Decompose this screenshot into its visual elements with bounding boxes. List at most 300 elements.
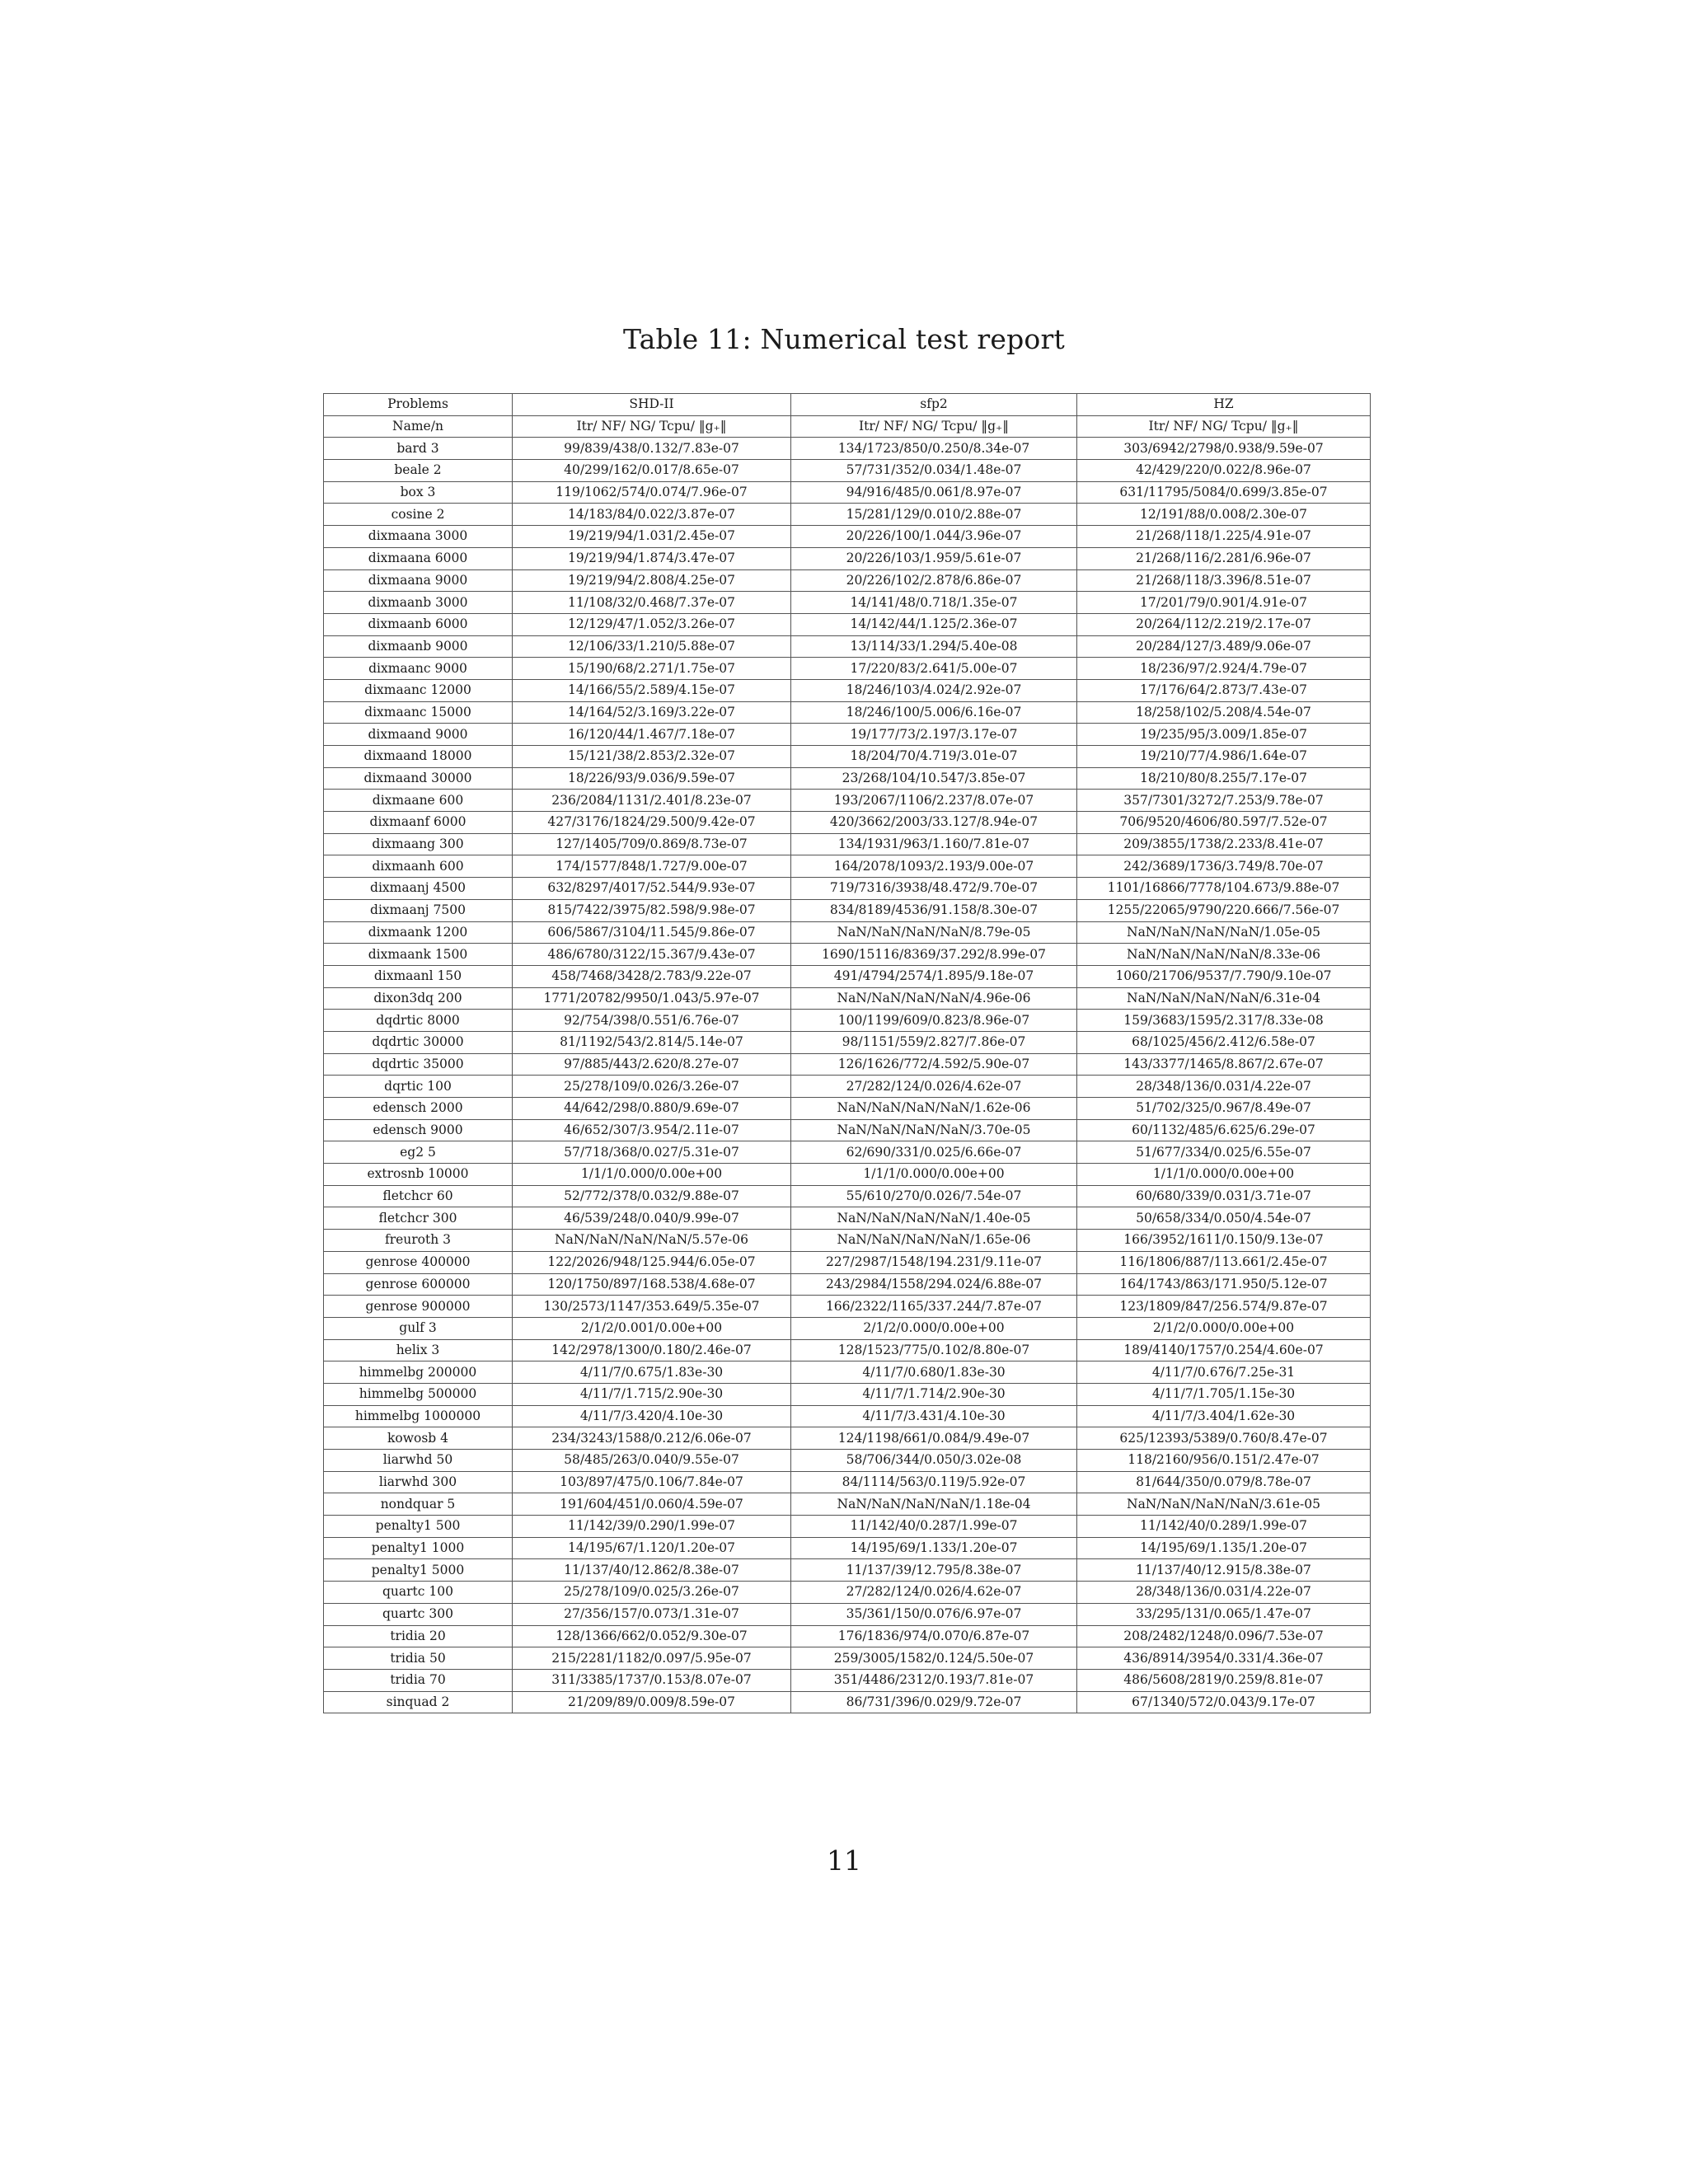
hz-cell: 81/644/350/0.079/8.78e-07 <box>1077 1471 1371 1493</box>
problem-cell: penalty1 500 <box>324 1516 513 1538</box>
table-row <box>324 1251 1371 1273</box>
shd-ii-cell: 21/209/89/0.009/8.59e-07 <box>513 1691 791 1713</box>
hz-cell: 19/235/95/3.009/1.85e-07 <box>1077 724 1371 746</box>
table-row <box>324 1582 1371 1604</box>
hz-cell: 20/264/112/2.219/2.17e-07 <box>1077 613 1371 635</box>
table-row <box>324 1647 1371 1670</box>
sfp2-cell: 1690/15116/8369/37.292/8.99e-07 <box>791 944 1077 966</box>
problem-cell: penalty1 1000 <box>324 1537 513 1559</box>
problem-cell: himmelbg 200000 <box>324 1361 513 1384</box>
table-row <box>324 987 1371 1010</box>
sfp2-cell: NaN/NaN/NaN/NaN/3.70e-05 <box>791 1119 1077 1141</box>
shd-ii-cell: 127/1405/709/0.869/8.73e-07 <box>513 833 791 855</box>
shd-ii-cell: 11/137/40/12.862/8.38e-07 <box>513 1559 791 1582</box>
problem-cell: tridia 50 <box>324 1647 513 1670</box>
sfp2-cell: 166/2322/1165/337.244/7.87e-07 <box>791 1296 1077 1318</box>
hz-cell: 17/176/64/2.873/7.43e-07 <box>1077 679 1371 701</box>
problem-cell: liarwhd 50 <box>324 1450 513 1472</box>
header-cell-metrics-shd-ii: Itr/ NF/ NG/ Tcpu/ ‖g₊‖ <box>513 415 791 438</box>
problem-cell: sinquad 2 <box>324 1691 513 1713</box>
problem-cell: freuroth 3 <box>324 1230 513 1252</box>
problem-cell: dixmaana 3000 <box>324 526 513 548</box>
hz-cell: 164/1743/863/171.950/5.12e-07 <box>1077 1273 1371 1296</box>
shd-ii-cell: 4/11/7/1.715/2.90e-30 <box>513 1383 791 1405</box>
results-table-body <box>324 394 1371 1713</box>
shd-ii-cell: 97/885/443/2.620/8.27e-07 <box>513 1053 791 1076</box>
hz-cell: 18/236/97/2.924/4.79e-07 <box>1077 658 1371 680</box>
hz-cell: 51/702/325/0.967/8.49e-07 <box>1077 1098 1371 1120</box>
problem-cell: kowosb 4 <box>324 1427 513 1450</box>
hz-cell: 60/680/339/0.031/3.71e-07 <box>1077 1185 1371 1207</box>
hz-cell: 4/11/7/1.705/1.15e-30 <box>1077 1383 1371 1405</box>
table-row <box>324 965 1371 987</box>
table-row <box>324 746 1371 768</box>
problem-cell: tridia 70 <box>324 1669 513 1691</box>
problem-cell: dixmaane 600 <box>324 790 513 812</box>
table-row <box>324 1317 1371 1339</box>
problem-cell: gulf 3 <box>324 1317 513 1339</box>
hz-cell: 118/2160/956/0.151/2.47e-07 <box>1077 1450 1371 1472</box>
table-row <box>324 1119 1371 1141</box>
sfp2-cell: 11/137/39/12.795/8.38e-07 <box>791 1559 1077 1582</box>
table-row <box>324 724 1371 746</box>
table-row <box>324 481 1371 504</box>
shd-ii-cell: 174/1577/848/1.727/9.00e-07 <box>513 855 791 878</box>
problem-cell: himmelbg 500000 <box>324 1383 513 1405</box>
hz-cell: 21/268/118/1.225/4.91e-07 <box>1077 526 1371 548</box>
problem-cell: edensch 9000 <box>324 1119 513 1141</box>
sfp2-cell: 1/1/1/0.000/0.00e+00 <box>791 1164 1077 1186</box>
sfp2-cell: NaN/NaN/NaN/NaN/8.79e-05 <box>791 921 1077 944</box>
table-row <box>324 1230 1371 1252</box>
hz-cell: 242/3689/1736/3.749/8.70e-07 <box>1077 855 1371 878</box>
problem-cell: dixmaanl 150 <box>324 965 513 987</box>
shd-ii-cell: 1/1/1/0.000/0.00e+00 <box>513 1164 791 1186</box>
hz-cell: 2/1/2/0.000/0.00e+00 <box>1077 1317 1371 1339</box>
table-row <box>324 1207 1371 1230</box>
shd-ii-cell: 11/108/32/0.468/7.37e-07 <box>513 592 791 614</box>
hz-cell: 208/2482/1248/0.096/7.53e-07 <box>1077 1625 1371 1647</box>
hz-cell: 486/5608/2819/0.259/8.81e-07 <box>1077 1669 1371 1691</box>
hz-cell: 209/3855/1738/2.233/8.41e-07 <box>1077 833 1371 855</box>
table-row <box>324 767 1371 790</box>
hz-cell: 67/1340/572/0.043/9.17e-07 <box>1077 1691 1371 1713</box>
shd-ii-cell: 57/718/368/0.027/5.31e-07 <box>513 1141 791 1164</box>
hz-cell: 1/1/1/0.000/0.00e+00 <box>1077 1164 1371 1186</box>
table-row <box>324 899 1371 921</box>
sfp2-cell: 35/361/150/0.076/6.97e-07 <box>791 1603 1077 1625</box>
sfp2-cell: 84/1114/563/0.119/5.92e-07 <box>791 1471 1077 1493</box>
sfp2-cell: 128/1523/775/0.102/8.80e-07 <box>791 1339 1077 1361</box>
table-row <box>324 1339 1371 1361</box>
sfp2-cell: 15/281/129/0.010/2.88e-07 <box>791 504 1077 526</box>
shd-ii-cell: 11/142/39/0.290/1.99e-07 <box>513 1516 791 1538</box>
shd-ii-cell: 18/226/93/9.036/9.59e-07 <box>513 767 791 790</box>
hz-cell: NaN/NaN/NaN/NaN/8.33e-06 <box>1077 944 1371 966</box>
hz-cell: 159/3683/1595/2.317/8.33e-08 <box>1077 1010 1371 1032</box>
shd-ii-cell: 19/219/94/1.874/3.47e-07 <box>513 547 791 569</box>
header-cell-metrics-hz: Itr/ NF/ NG/ Tcpu/ ‖g₊‖ <box>1077 415 1371 438</box>
problem-cell: quartc 100 <box>324 1582 513 1604</box>
shd-ii-cell: 120/1750/897/168.538/4.68e-07 <box>513 1273 791 1296</box>
problem-cell: extrosnb 10000 <box>324 1164 513 1186</box>
hz-cell: 1101/16866/7778/104.673/9.88e-07 <box>1077 878 1371 900</box>
shd-ii-cell: 103/897/475/0.106/7.84e-07 <box>513 1471 791 1493</box>
header-cell-sfp2: sfp2 <box>791 394 1077 416</box>
sfp2-cell: NaN/NaN/NaN/NaN/1.65e-06 <box>791 1230 1077 1252</box>
hz-cell: 33/295/131/0.065/1.47e-07 <box>1077 1603 1371 1625</box>
problem-cell: penalty1 5000 <box>324 1559 513 1582</box>
sfp2-cell: 23/268/104/10.547/3.85e-07 <box>791 767 1077 790</box>
problem-cell: nondquar 5 <box>324 1493 513 1516</box>
problem-cell: dixmaank 1500 <box>324 944 513 966</box>
shd-ii-cell: 25/278/109/0.026/3.26e-07 <box>513 1076 791 1098</box>
table-row <box>324 1450 1371 1472</box>
shd-ii-cell: 142/2978/1300/0.180/2.46e-07 <box>513 1339 791 1361</box>
sfp2-cell: NaN/NaN/NaN/NaN/4.96e-06 <box>791 987 1077 1010</box>
sfp2-cell: 62/690/331/0.025/6.66e-07 <box>791 1141 1077 1164</box>
table-row <box>324 944 1371 966</box>
problem-cell: dqdrtic 30000 <box>324 1031 513 1053</box>
table-row <box>324 1361 1371 1384</box>
problem-cell: quartc 300 <box>324 1603 513 1625</box>
hz-cell: 706/9520/4606/80.597/7.52e-07 <box>1077 812 1371 834</box>
problem-cell: dixmaanb 6000 <box>324 613 513 635</box>
sfp2-cell: 126/1626/772/4.592/5.90e-07 <box>791 1053 1077 1076</box>
sfp2-cell: 4/11/7/3.431/4.10e-30 <box>791 1405 1077 1427</box>
sfp2-cell: 19/177/73/2.197/3.17e-07 <box>791 724 1077 746</box>
problem-cell: cosine 2 <box>324 504 513 526</box>
sfp2-cell: 94/916/485/0.061/8.97e-07 <box>791 481 1077 504</box>
page-number: 11 <box>827 1844 861 1877</box>
table-row <box>324 1625 1371 1647</box>
header-cell-name-n: Name/n <box>324 415 513 438</box>
shd-ii-cell: 2/1/2/0.001/0.00e+00 <box>513 1317 791 1339</box>
shd-ii-cell: 191/604/451/0.060/4.59e-07 <box>513 1493 791 1516</box>
table-caption: Table 11: Numerical test report <box>623 323 1065 355</box>
shd-ii-cell: 606/5867/3104/11.545/9.86e-07 <box>513 921 791 944</box>
table-row <box>324 1031 1371 1053</box>
sfp2-cell: 14/142/44/1.125/2.36e-07 <box>791 613 1077 635</box>
problem-cell: genrose 900000 <box>324 1296 513 1318</box>
problem-cell: dixmaanf 6000 <box>324 812 513 834</box>
problem-cell: dixmaanc 15000 <box>324 701 513 724</box>
hz-cell: 20/284/127/3.489/9.06e-07 <box>1077 635 1371 658</box>
table-row <box>324 569 1371 592</box>
table-row <box>324 790 1371 812</box>
table-row <box>324 526 1371 548</box>
sfp2-cell: 20/226/103/1.959/5.61e-07 <box>791 547 1077 569</box>
hz-cell: 42/429/220/0.022/8.96e-07 <box>1077 460 1371 482</box>
table-row <box>324 921 1371 944</box>
header-cell-shd-ii: SHD-II <box>513 394 791 416</box>
shd-ii-cell: 311/3385/1737/0.153/8.07e-07 <box>513 1669 791 1691</box>
shd-ii-cell: 46/539/248/0.040/9.99e-07 <box>513 1207 791 1230</box>
table-row <box>324 547 1371 569</box>
sfp2-cell: 2/1/2/0.000/0.00e+00 <box>791 1317 1077 1339</box>
sfp2-cell: 11/142/40/0.287/1.99e-07 <box>791 1516 1077 1538</box>
sfp2-cell: 134/1723/850/0.250/8.34e-07 <box>791 438 1077 460</box>
shd-ii-cell: 27/356/157/0.073/1.31e-07 <box>513 1603 791 1625</box>
shd-ii-cell: 815/7422/3975/82.598/9.98e-07 <box>513 899 791 921</box>
table-row <box>324 855 1371 878</box>
shd-ii-cell: 4/11/7/3.420/4.10e-30 <box>513 1405 791 1427</box>
hz-cell: 631/11795/5084/0.699/3.85e-07 <box>1077 481 1371 504</box>
hz-cell: 11/137/40/12.915/8.38e-07 <box>1077 1559 1371 1582</box>
shd-ii-cell: 99/839/438/0.132/7.83e-07 <box>513 438 791 460</box>
shd-ii-cell: 12/106/33/1.210/5.88e-07 <box>513 635 791 658</box>
sfp2-cell: 18/246/100/5.006/6.16e-07 <box>791 701 1077 724</box>
shd-ii-cell: 1771/20782/9950/1.043/5.97e-07 <box>513 987 791 1010</box>
table-row <box>324 1185 1371 1207</box>
sfp2-cell: 13/114/33/1.294/5.40e-08 <box>791 635 1077 658</box>
hz-cell: 18/210/80/8.255/7.17e-07 <box>1077 767 1371 790</box>
problem-cell: box 3 <box>324 481 513 504</box>
sfp2-cell: 18/246/103/4.024/2.92e-07 <box>791 679 1077 701</box>
shd-ii-cell: 58/485/263/0.040/9.55e-07 <box>513 1450 791 1472</box>
sfp2-cell: 27/282/124/0.026/4.62e-07 <box>791 1076 1077 1098</box>
table-row <box>324 1559 1371 1582</box>
table-row <box>324 701 1371 724</box>
problem-cell: beale 2 <box>324 460 513 482</box>
table-row <box>324 460 1371 482</box>
table-row <box>324 679 1371 701</box>
sfp2-cell: 4/11/7/0.680/1.83e-30 <box>791 1361 1077 1384</box>
shd-ii-cell: 236/2084/1131/2.401/8.23e-07 <box>513 790 791 812</box>
shd-ii-cell: NaN/NaN/NaN/NaN/5.57e-06 <box>513 1230 791 1252</box>
hz-cell: 21/268/118/3.396/8.51e-07 <box>1077 569 1371 592</box>
shd-ii-cell: 632/8297/4017/52.544/9.93e-07 <box>513 878 791 900</box>
table-row <box>324 658 1371 680</box>
sfp2-cell: 57/731/352/0.034/1.48e-07 <box>791 460 1077 482</box>
shd-ii-cell: 458/7468/3428/2.783/9.22e-07 <box>513 965 791 987</box>
header-cell-problems: Problems <box>324 394 513 416</box>
hz-cell: 11/142/40/0.289/1.99e-07 <box>1077 1516 1371 1538</box>
hz-cell: 4/11/7/3.404/1.62e-30 <box>1077 1405 1371 1427</box>
sfp2-cell: 20/226/102/2.878/6.86e-07 <box>791 569 1077 592</box>
table-row <box>324 1296 1371 1318</box>
table-row <box>324 1164 1371 1186</box>
problem-cell: fletchcr 60 <box>324 1185 513 1207</box>
problem-cell: eg2 5 <box>324 1141 513 1164</box>
problem-cell: edensch 2000 <box>324 1098 513 1120</box>
shd-ii-cell: 12/129/47/1.052/3.26e-07 <box>513 613 791 635</box>
table-row <box>324 438 1371 460</box>
hz-cell: 189/4140/1757/0.254/4.60e-07 <box>1077 1339 1371 1361</box>
hz-cell: 1255/22065/9790/220.666/7.56e-07 <box>1077 899 1371 921</box>
table-row <box>324 1471 1371 1493</box>
table-row <box>324 635 1371 658</box>
table-row <box>324 1273 1371 1296</box>
shd-ii-cell: 234/3243/1588/0.212/6.06e-07 <box>513 1427 791 1450</box>
sfp2-cell: 491/4794/2574/1.895/9.18e-07 <box>791 965 1077 987</box>
table-row <box>324 592 1371 614</box>
results-table-container <box>323 393 1370 1713</box>
hz-cell: 166/3952/1611/0.150/9.13e-07 <box>1077 1230 1371 1252</box>
hz-cell: 68/1025/456/2.412/6.58e-07 <box>1077 1031 1371 1053</box>
sfp2-cell: 58/706/344/0.050/3.02e-08 <box>791 1450 1077 1472</box>
shd-ii-cell: 16/120/44/1.467/7.18e-07 <box>513 724 791 746</box>
table-row <box>324 1098 1371 1120</box>
sfp2-cell: NaN/NaN/NaN/NaN/1.40e-05 <box>791 1207 1077 1230</box>
hz-cell: 28/348/136/0.031/4.22e-07 <box>1077 1582 1371 1604</box>
hz-cell: 50/658/334/0.050/4.54e-07 <box>1077 1207 1371 1230</box>
hz-cell: NaN/NaN/NaN/NaN/3.61e-05 <box>1077 1493 1371 1516</box>
header-cell-metrics-sfp2: Itr/ NF/ NG/ Tcpu/ ‖g₊‖ <box>791 415 1077 438</box>
problem-cell: dixmaand 9000 <box>324 724 513 746</box>
shd-ii-cell: 215/2281/1182/0.097/5.95e-07 <box>513 1647 791 1670</box>
problem-cell: dixmaanh 600 <box>324 855 513 878</box>
hz-cell: 28/348/136/0.031/4.22e-07 <box>1077 1076 1371 1098</box>
table-row <box>324 1516 1371 1538</box>
results-table <box>323 393 1371 1713</box>
sfp2-cell: 259/3005/1582/0.124/5.50e-07 <box>791 1647 1077 1670</box>
problem-cell: dixmaank 1200 <box>324 921 513 944</box>
table-row <box>324 812 1371 834</box>
hz-cell: 357/7301/3272/7.253/9.78e-07 <box>1077 790 1371 812</box>
hz-cell: 14/195/69/1.135/1.20e-07 <box>1077 1537 1371 1559</box>
shd-ii-cell: 81/1192/543/2.814/5.14e-07 <box>513 1031 791 1053</box>
sfp2-cell: 98/1151/559/2.827/7.86e-07 <box>791 1031 1077 1053</box>
sfp2-cell: 17/220/83/2.641/5.00e-07 <box>791 658 1077 680</box>
sfp2-cell: 18/204/70/4.719/3.01e-07 <box>791 746 1077 768</box>
sfp2-cell: 719/7316/3938/48.472/9.70e-07 <box>791 878 1077 900</box>
shd-ii-cell: 15/190/68/2.271/1.75e-07 <box>513 658 791 680</box>
table-row <box>324 1603 1371 1625</box>
hz-cell: 303/6942/2798/0.938/9.59e-07 <box>1077 438 1371 460</box>
sfp2-cell: NaN/NaN/NaN/NaN/1.18e-04 <box>791 1493 1077 1516</box>
table-row <box>324 1405 1371 1427</box>
hz-cell: 18/258/102/5.208/4.54e-07 <box>1077 701 1371 724</box>
header-row-metrics <box>324 415 1371 438</box>
hz-cell: NaN/NaN/NaN/NaN/6.31e-04 <box>1077 987 1371 1010</box>
shd-ii-cell: 14/183/84/0.022/3.87e-07 <box>513 504 791 526</box>
table-row <box>324 1427 1371 1450</box>
shd-ii-cell: 128/1366/662/0.052/9.30e-07 <box>513 1625 791 1647</box>
shd-ii-cell: 14/166/55/2.589/4.15e-07 <box>513 679 791 701</box>
shd-ii-cell: 4/11/7/0.675/1.83e-30 <box>513 1361 791 1384</box>
sfp2-cell: NaN/NaN/NaN/NaN/1.62e-06 <box>791 1098 1077 1120</box>
hz-cell: 436/8914/3954/0.331/4.36e-07 <box>1077 1647 1371 1670</box>
problem-cell: dixmaang 300 <box>324 833 513 855</box>
problem-cell: fletchcr 300 <box>324 1207 513 1230</box>
shd-ii-cell: 427/3176/1824/29.500/9.42e-07 <box>513 812 791 834</box>
problem-cell: tridia 20 <box>324 1625 513 1647</box>
sfp2-cell: 124/1198/661/0.084/9.49e-07 <box>791 1427 1077 1450</box>
table-row <box>324 1669 1371 1691</box>
sfp2-cell: 176/1836/974/0.070/6.87e-07 <box>791 1625 1077 1647</box>
shd-ii-cell: 122/2026/948/125.944/6.05e-07 <box>513 1251 791 1273</box>
table-row <box>324 833 1371 855</box>
hz-cell: 625/12393/5389/0.760/8.47e-07 <box>1077 1427 1371 1450</box>
problem-cell: dixmaanj 4500 <box>324 878 513 900</box>
problem-cell: dixmaanc 9000 <box>324 658 513 680</box>
shd-ii-cell: 119/1062/574/0.074/7.96e-07 <box>513 481 791 504</box>
table-row <box>324 1076 1371 1098</box>
hz-cell: 12/191/88/0.008/2.30e-07 <box>1077 504 1371 526</box>
problem-cell: dixmaand 30000 <box>324 767 513 790</box>
hz-cell: 143/3377/1465/8.867/2.67e-07 <box>1077 1053 1371 1076</box>
hz-cell: 116/1806/887/113.661/2.45e-07 <box>1077 1251 1371 1273</box>
shd-ii-cell: 130/2573/1147/353.649/5.35e-07 <box>513 1296 791 1318</box>
hz-cell: 51/677/334/0.025/6.55e-07 <box>1077 1141 1371 1164</box>
problem-cell: dqdrtic 35000 <box>324 1053 513 1076</box>
shd-ii-cell: 14/195/67/1.120/1.20e-07 <box>513 1537 791 1559</box>
shd-ii-cell: 44/642/298/0.880/9.69e-07 <box>513 1098 791 1120</box>
problem-cell: dqdrtic 8000 <box>324 1010 513 1032</box>
table-row <box>324 1053 1371 1076</box>
table-row <box>324 1493 1371 1516</box>
header-cell-hz: HZ <box>1077 394 1371 416</box>
sfp2-cell: 86/731/396/0.029/9.72e-07 <box>791 1691 1077 1713</box>
problem-cell: dixmaanj 7500 <box>324 899 513 921</box>
problem-cell: helix 3 <box>324 1339 513 1361</box>
hz-cell: 4/11/7/0.676/7.25e-31 <box>1077 1361 1371 1384</box>
table-row <box>324 1537 1371 1559</box>
problem-cell: dixmaana 9000 <box>324 569 513 592</box>
problem-cell: liarwhd 300 <box>324 1471 513 1493</box>
sfp2-cell: 4/11/7/1.714/2.90e-30 <box>791 1383 1077 1405</box>
shd-ii-cell: 15/121/38/2.853/2.32e-07 <box>513 746 791 768</box>
sfp2-cell: 134/1931/963/1.160/7.81e-07 <box>791 833 1077 855</box>
problem-cell: himmelbg 1000000 <box>324 1405 513 1427</box>
table-row <box>324 613 1371 635</box>
problem-cell: dixmaand 18000 <box>324 746 513 768</box>
hz-cell: 60/1132/485/6.625/6.29e-07 <box>1077 1119 1371 1141</box>
table-row <box>324 1691 1371 1713</box>
table-row <box>324 504 1371 526</box>
problem-cell: dixmaanb 3000 <box>324 592 513 614</box>
table-row <box>324 1383 1371 1405</box>
sfp2-cell: 100/1199/609/0.823/8.96e-07 <box>791 1010 1077 1032</box>
sfp2-cell: 14/195/69/1.133/1.20e-07 <box>791 1537 1077 1559</box>
table-row <box>324 1010 1371 1032</box>
sfp2-cell: 193/2067/1106/2.237/8.07e-07 <box>791 790 1077 812</box>
sfp2-cell: 14/141/48/0.718/1.35e-07 <box>791 592 1077 614</box>
hz-cell: 21/268/116/2.281/6.96e-07 <box>1077 547 1371 569</box>
hz-cell: 17/201/79/0.901/4.91e-07 <box>1077 592 1371 614</box>
sfp2-cell: 351/4486/2312/0.193/7.81e-07 <box>791 1669 1077 1691</box>
shd-ii-cell: 46/652/307/3.954/2.11e-07 <box>513 1119 791 1141</box>
sfp2-cell: 834/8189/4536/91.158/8.30e-07 <box>791 899 1077 921</box>
problem-cell: genrose 400000 <box>324 1251 513 1273</box>
hz-cell: 1060/21706/9537/7.790/9.10e-07 <box>1077 965 1371 987</box>
sfp2-cell: 27/282/124/0.026/4.62e-07 <box>791 1582 1077 1604</box>
shd-ii-cell: 40/299/162/0.017/8.65e-07 <box>513 460 791 482</box>
problem-cell: dixmaanb 9000 <box>324 635 513 658</box>
shd-ii-cell: 92/754/398/0.551/6.76e-07 <box>513 1010 791 1032</box>
shd-ii-cell: 14/164/52/3.169/3.22e-07 <box>513 701 791 724</box>
hz-cell: 123/1809/847/256.574/9.87e-07 <box>1077 1296 1371 1318</box>
problem-cell: dixmaana 6000 <box>324 547 513 569</box>
header-row-methods <box>324 394 1371 416</box>
problem-cell: dqrtic 100 <box>324 1076 513 1098</box>
sfp2-cell: 243/2984/1558/294.024/6.88e-07 <box>791 1273 1077 1296</box>
problem-cell: genrose 600000 <box>324 1273 513 1296</box>
sfp2-cell: 420/3662/2003/33.127/8.94e-07 <box>791 812 1077 834</box>
hz-cell: NaN/NaN/NaN/NaN/1.05e-05 <box>1077 921 1371 944</box>
problem-cell: dixon3dq 200 <box>324 987 513 1010</box>
hz-cell: 19/210/77/4.986/1.64e-07 <box>1077 746 1371 768</box>
shd-ii-cell: 19/219/94/1.031/2.45e-07 <box>513 526 791 548</box>
sfp2-cell: 55/610/270/0.026/7.54e-07 <box>791 1185 1077 1207</box>
problem-cell: bard 3 <box>324 438 513 460</box>
shd-ii-cell: 52/772/378/0.032/9.88e-07 <box>513 1185 791 1207</box>
shd-ii-cell: 25/278/109/0.025/3.26e-07 <box>513 1582 791 1604</box>
sfp2-cell: 227/2987/1548/194.231/9.11e-07 <box>791 1251 1077 1273</box>
table-row <box>324 878 1371 900</box>
sfp2-cell: 20/226/100/1.044/3.96e-07 <box>791 526 1077 548</box>
